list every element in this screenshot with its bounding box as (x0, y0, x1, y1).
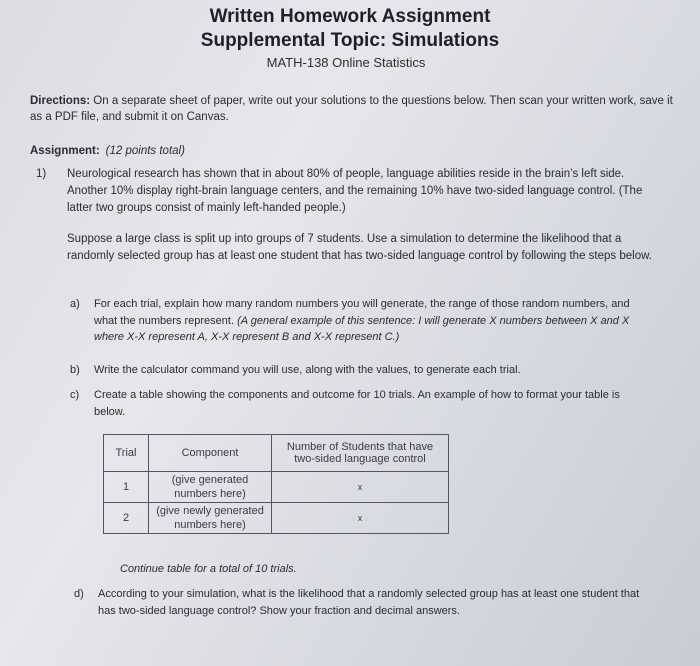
part-c (70, 387, 654, 420)
page-subtitle: Supplemental Topic: Simulations (200, 30, 500, 51)
assignment-points: (12 points total) (105, 145, 185, 157)
part-a-text: For each trial, explain how many random numbers you will generate, the range of those random numbers, and what the numbers represent. (94, 298, 630, 327)
directions (30, 93, 675, 125)
table-cell: 1 (104, 472, 149, 503)
question-number: 1) (36, 168, 47, 180)
assignment-label: Assignment: (30, 145, 100, 157)
part-a-label: a) (70, 298, 80, 310)
table-header-cell: Component (149, 435, 272, 472)
assignment-heading (30, 145, 185, 157)
table-note: Continue table for a total of 10 trials. (120, 563, 297, 575)
table-cell: x (272, 503, 449, 534)
page-title: Written Homework Assignment (209, 6, 491, 27)
table-header-cell: Trial (104, 435, 149, 472)
table-cell: 2 (104, 503, 149, 534)
table-row (104, 503, 449, 534)
table-header-cell: Number of Students that have two-sided language control (272, 435, 449, 472)
directions-label: Directions: (30, 95, 91, 107)
table-header-row (104, 435, 449, 472)
part-a-example: (A general example of this sentence: I will generate X numbers between X and X where X-X represent A, X-X represent B and X-X represent C.) (94, 314, 630, 343)
table-cell: (give newly generated numbers here) (149, 503, 272, 534)
example-table (103, 434, 449, 534)
question-intro: Neurological research has shown that in about 80% of people, language abilities reside in the brain’s left side. Another 10% display right-brain language centers, and the remaining 10% have two-sided language control. (The latter two groups consist of mainly left-handed people.) (67, 168, 643, 214)
directions-text: On a separate sheet of paper, write out your solutions to the questions below. Then scan your written work, save it as a PDF file, and submit it on Canvas. (30, 95, 673, 123)
part-b (70, 362, 654, 379)
table-cell: (give generated numbers here) (149, 472, 272, 503)
part-c-label: c) (70, 389, 80, 401)
part-a (70, 296, 654, 346)
part-c-text: Create a table showing the components and outcome for 10 trials. An example of how to format your table is below. (94, 389, 620, 418)
question-setup: Suppose a large class is split up into groups of 7 students. Use a simulation to determine the likelihood that a randomly selected group has at least one student that has two-sided language control by following the steps below. (67, 233, 652, 262)
table-cell: x (272, 472, 449, 503)
part-b-label: b) (70, 364, 80, 376)
table-row (104, 472, 449, 503)
part-d (74, 586, 658, 619)
part-d-label: d) (74, 588, 84, 600)
course-name: MATH-138 Online Statistics (266, 55, 426, 70)
part-b-text: Write the calculator command you will use, along with the values, to generate each trial. (94, 364, 521, 376)
part-d-text: According to your simulation, what is the likelihood that a randomly selected group has at least one student that has two-sided language control? Show your fraction and decimal answers. (98, 588, 640, 617)
